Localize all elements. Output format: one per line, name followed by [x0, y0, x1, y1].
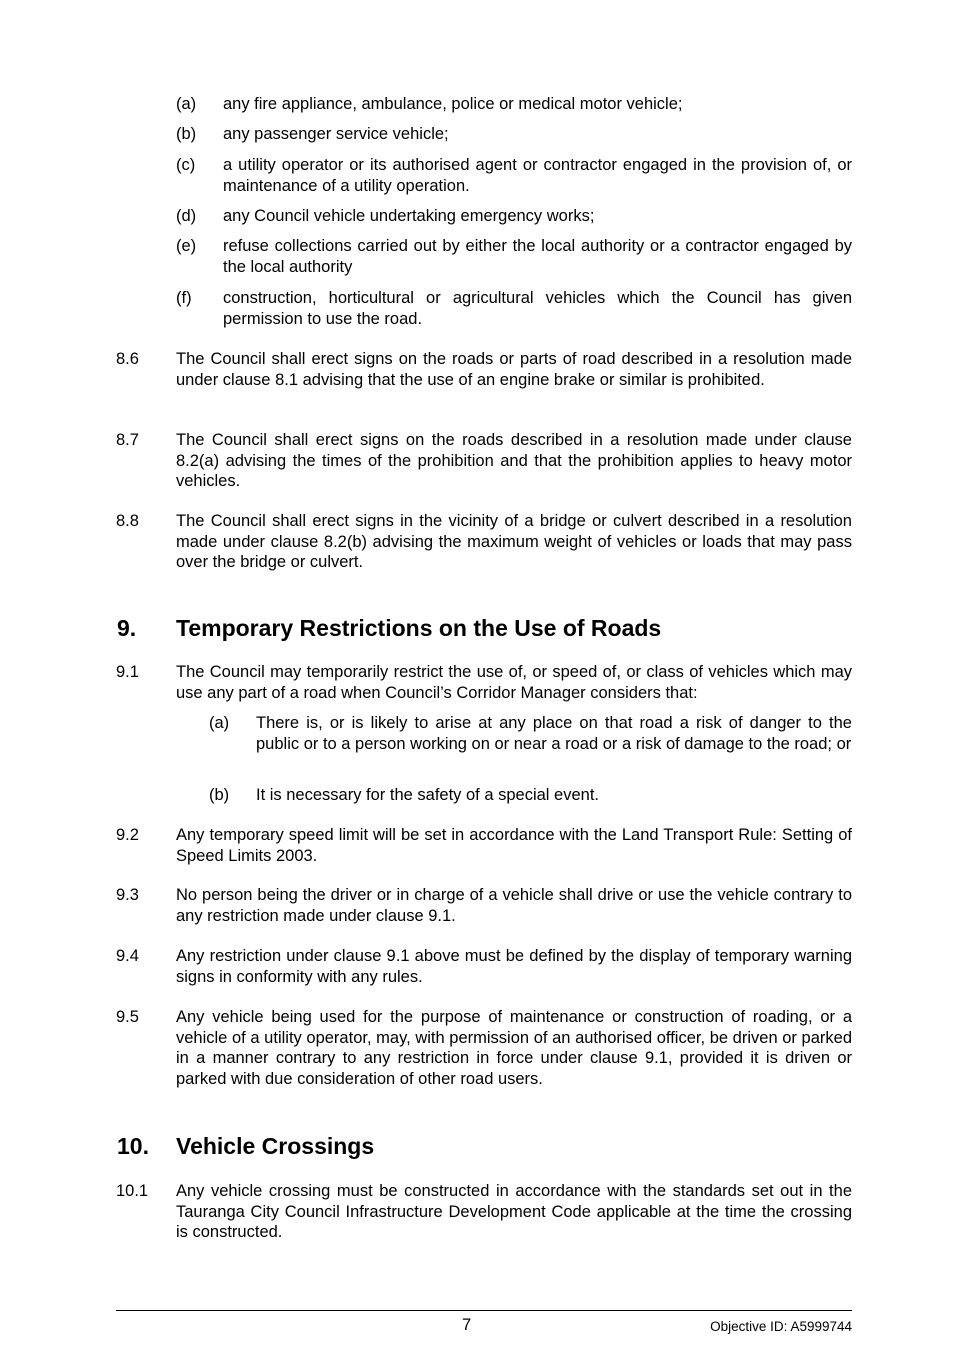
list-item-label: (a) — [176, 95, 197, 113]
list-item-label: (f) — [176, 289, 192, 307]
clause-number: 9.2 — [116, 826, 139, 844]
footer-divider — [116, 1310, 852, 1311]
section-title: Vehicle Crossings — [176, 1133, 375, 1159]
clause-text: The Council may temporarily restrict the use of, or speed of, or class of vehicles which may use any part of a road when Council’s Corridor Manager considers that: — [176, 663, 852, 702]
clause — [116, 1181, 852, 1243]
sub-list-item — [209, 785, 852, 806]
clause-number: 8.8 — [116, 512, 139, 530]
clause-number: 9.5 — [116, 1008, 139, 1026]
clause-text: The Council shall erect signs in the vicinity of a bridge or culvert described in a resolution made under clause 8.2(b) advising the maximum weight of vehicles or loads that may pass over the bridge or culvert. — [176, 512, 852, 572]
clause — [116, 825, 852, 866]
sub-list-item — [209, 713, 852, 754]
clause-number: 9.3 — [116, 886, 139, 904]
clause-text: The Council shall erect signs on the roads described in a resolution made under clause 8.2(a) advising the times of the prohibition and that the prohibition applies to heavy motor vehicles. — [176, 431, 852, 491]
objective-id: Objective ID: A5999744 — [710, 1319, 852, 1334]
clause — [116, 885, 852, 926]
sub-list-item-label: (b) — [209, 786, 230, 804]
list-item-label: (c) — [176, 156, 196, 174]
clause-text: No person being the driver or in charge of a vehicle shall drive or use the vehicle contrary to any restriction made under clause 9.1. — [176, 886, 852, 925]
clause — [116, 430, 852, 492]
clause-number: 10.1 — [116, 1182, 149, 1200]
section-number: 10. — [117, 1133, 149, 1159]
clause — [116, 1007, 852, 1089]
list-item-text: any fire appliance, ambulance, police or medical motor vehicle; — [223, 95, 683, 113]
list-item — [176, 288, 852, 329]
clause — [116, 511, 852, 573]
clause — [116, 662, 852, 703]
clause-number: 9.4 — [116, 947, 139, 965]
clause-text: Any temporary speed limit will be set in accordance with the Land Transport Rule: Setting of Speed Limits 2003. — [176, 826, 852, 865]
list-item — [176, 155, 852, 196]
clause-text: Any vehicle crossing must be constructed in accordance with the standards set out in the Tauranga City Council Infrastructure Development Code applicable at the time the crossing is constructed. — [176, 1182, 852, 1242]
clause — [116, 946, 852, 987]
list-item-text: any passenger service vehicle; — [223, 125, 449, 143]
clause — [116, 349, 852, 390]
list-item — [176, 236, 852, 277]
list-item — [176, 124, 852, 145]
sub-list-item-text: There is, or is likely to arise at any place on that road a risk of danger to the public or to a person working on or near a road or a risk of damage to the road; or — [256, 714, 852, 753]
clause-number: 8.6 — [116, 350, 139, 368]
list-item-label: (d) — [176, 207, 197, 225]
list-item-text: refuse collections carried out by either the local authority or a contractor engaged by the local authority — [223, 237, 852, 276]
list-item-text: a utility operator or its authorised agent or contractor engaged in the provision of, or maintenance of a utility operation. — [223, 156, 852, 195]
list-item-text: any Council vehicle undertaking emergency works; — [223, 207, 595, 225]
clause-text: Any restriction under clause 9.1 above must be defined by the display of temporary warning signs in conformity with any rules. — [176, 947, 852, 986]
list-item-text: construction, horticultural or agricultural vehicles which the Council has given permission to use the road. — [223, 289, 852, 328]
list-item — [176, 206, 852, 227]
list-item-label: (e) — [176, 237, 197, 255]
list-item — [176, 94, 852, 115]
clause-number: 9.1 — [116, 663, 139, 681]
section-number: 9. — [117, 615, 137, 641]
sub-list-item-label: (a) — [209, 714, 230, 732]
clause-text: The Council shall erect signs on the roads or parts of road described in a resolution made under clause 8.1 advising that the use of an engine brake or similar is prohibited. — [176, 350, 852, 389]
clause-number: 8.7 — [116, 431, 139, 449]
page-number: 7 — [462, 1316, 472, 1334]
sub-list-item-text: It is necessary for the safety of a special event. — [256, 786, 600, 804]
section-title: Temporary Restrictions on the Use of Roads — [176, 615, 662, 641]
clause-text: Any vehicle being used for the purpose of maintenance or construction of roading, or a vehicle of a utility operator, may, with permission of an authorised officer, be driven or parked in a manner contrary to any restriction in force under clause 9.1, provided it is driven or parked with due consideration of other road users. — [176, 1008, 852, 1088]
list-item-label: (b) — [176, 125, 197, 143]
